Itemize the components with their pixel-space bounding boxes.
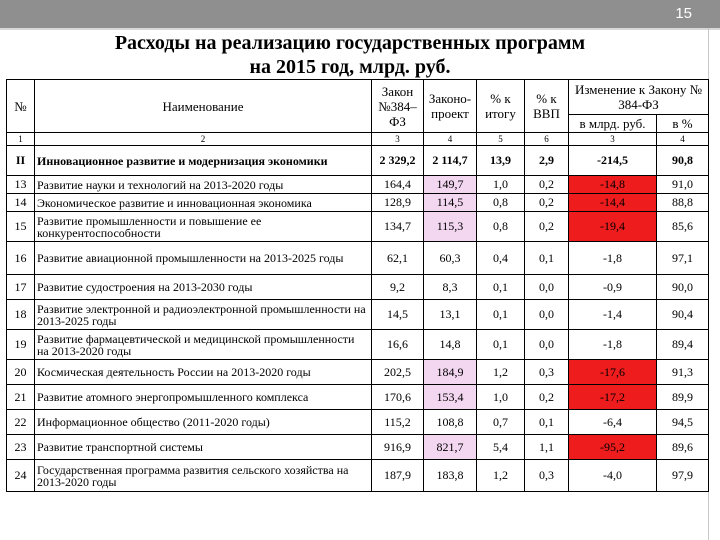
row-num: 20	[7, 360, 35, 385]
row-pct-gdp: 0,1	[525, 242, 569, 275]
row-pct-gdp: 2,9	[525, 146, 569, 176]
row-change-abs: -95,2	[569, 435, 657, 460]
row-draft: 183,8	[424, 460, 477, 492]
header-law: Закон №384–ФЗ	[372, 80, 424, 133]
row-draft: 115,3	[424, 212, 477, 242]
table-row	[7, 194, 709, 212]
row-name: Развитие авиационной промышленности на 2013-2025 годы	[35, 242, 372, 275]
table-row	[7, 275, 709, 300]
header-num: №	[7, 80, 35, 133]
table-row	[7, 360, 709, 385]
row-pct-gdp: 0,2	[525, 212, 569, 242]
index-cell: 4	[657, 133, 709, 146]
row-law: 16,6	[372, 330, 424, 360]
row-change-pct: 91,0	[657, 176, 709, 194]
row-law: 916,9	[372, 435, 424, 460]
row-change-abs: -14,8	[569, 176, 657, 194]
row-change-abs: -0,9	[569, 275, 657, 300]
row-law: 187,9	[372, 460, 424, 492]
row-num: 24	[7, 460, 35, 492]
row-law: 115,2	[372, 410, 424, 435]
row-change-pct: 91,3	[657, 360, 709, 385]
row-change-pct: 97,9	[657, 460, 709, 492]
header-name: Наименование	[35, 80, 372, 133]
row-change-abs: -17,6	[569, 360, 657, 385]
header-change-abs: в млрд. руб.	[569, 115, 657, 133]
row-pct-gdp: 1,1	[525, 435, 569, 460]
row-name: Развитие транспортной системы	[35, 435, 372, 460]
table-row	[7, 385, 709, 410]
row-num: 18	[7, 300, 35, 330]
row-num: 23	[7, 435, 35, 460]
row-draft: 114,5	[424, 194, 477, 212]
table-row	[7, 242, 709, 275]
header-change: Изменение к Закону № 384-ФЗ	[569, 80, 709, 115]
row-law: 2 329,2	[372, 146, 424, 176]
index-cell: 4	[424, 133, 477, 146]
row-change-pct: 89,4	[657, 330, 709, 360]
header-pct-total: % к итогу	[477, 80, 525, 133]
row-law: 164,4	[372, 176, 424, 194]
row-name: Космическая деятельность России на 2013-2020 годы	[35, 360, 372, 385]
row-change-pct: 89,9	[657, 385, 709, 410]
header-row	[7, 80, 709, 115]
table-body	[7, 146, 709, 492]
row-change-abs: -1,4	[569, 300, 657, 330]
row-num: 13	[7, 176, 35, 194]
row-law: 9,2	[372, 275, 424, 300]
row-law: 62,1	[372, 242, 424, 275]
row-change-pct: 94,5	[657, 410, 709, 435]
row-pct-total: 5,4	[477, 435, 525, 460]
row-change-pct: 89,6	[657, 435, 709, 460]
row-law: 202,5	[372, 360, 424, 385]
row-pct-gdp: 0,2	[525, 385, 569, 410]
row-name: Развитие промышленности и повышение ее конкурентоспособности	[35, 212, 372, 242]
row-law: 14,5	[372, 300, 424, 330]
row-pct-gdp: 0,1	[525, 410, 569, 435]
row-num: 17	[7, 275, 35, 300]
row-draft: 60,3	[424, 242, 477, 275]
top-divider	[0, 28, 720, 30]
page-number: 15	[675, 5, 692, 22]
row-pct-total: 0,8	[477, 194, 525, 212]
header-draft: Законо-проект	[424, 80, 477, 133]
row-num: 22	[7, 410, 35, 435]
row-change-abs: -6,4	[569, 410, 657, 435]
index-cell: 1	[7, 133, 35, 146]
row-pct-total: 0,7	[477, 410, 525, 435]
row-draft: 2 114,7	[424, 146, 477, 176]
row-change-pct: 90,4	[657, 300, 709, 330]
row-num: 15	[7, 212, 35, 242]
row-law: 134,7	[372, 212, 424, 242]
row-change-abs: -1,8	[569, 330, 657, 360]
row-change-abs: -4,0	[569, 460, 657, 492]
row-pct-gdp: 0,0	[525, 300, 569, 330]
row-change-abs: -1,8	[569, 242, 657, 275]
index-cell: 5	[477, 133, 525, 146]
row-pct-gdp: 0,2	[525, 176, 569, 194]
row-change-pct: 90,8	[657, 146, 709, 176]
table-row	[7, 460, 709, 492]
row-num: 21	[7, 385, 35, 410]
row-change-pct: 90,0	[657, 275, 709, 300]
row-law: 170,6	[372, 385, 424, 410]
row-name: Развитие судостроения на 2013-2030 годы	[35, 275, 372, 300]
row-pct-total: 13,9	[477, 146, 525, 176]
row-name: Инновационное развитие и модернизация экономики	[35, 146, 372, 176]
index-cell: 6	[525, 133, 569, 146]
slide-top-bar	[0, 0, 720, 28]
row-pct-gdp: 0,3	[525, 360, 569, 385]
header-change-pct: в %	[657, 115, 709, 133]
row-draft: 149,7	[424, 176, 477, 194]
title-line-1: Расходы на реализацию государственных программ	[114, 32, 586, 54]
row-pct-total: 0,1	[477, 275, 525, 300]
row-num: 16	[7, 242, 35, 275]
table-row	[7, 330, 709, 360]
row-name: Развитие науки и технологий на 2013-2020 годы	[35, 176, 372, 194]
table-row	[7, 176, 709, 194]
row-pct-gdp: 0,3	[525, 460, 569, 492]
slide-title	[40, 31, 660, 79]
row-pct-gdp: 0,0	[525, 330, 569, 360]
table-row	[7, 435, 709, 460]
row-draft: 153,4	[424, 385, 477, 410]
row-change-pct: 85,6	[657, 212, 709, 242]
row-num: 14	[7, 194, 35, 212]
index-row	[7, 133, 709, 146]
row-pct-total: 0,4	[477, 242, 525, 275]
row-pct-total: 0,8	[477, 212, 525, 242]
row-num: II	[7, 146, 35, 176]
table-row	[7, 300, 709, 330]
row-draft: 14,8	[424, 330, 477, 360]
row-pct-total: 1,2	[477, 360, 525, 385]
table-row	[7, 410, 709, 435]
index-cell: 3	[569, 133, 657, 146]
row-change-abs: -19,4	[569, 212, 657, 242]
row-draft: 8,3	[424, 275, 477, 300]
row-change-pct: 97,1	[657, 242, 709, 275]
row-name: Развитие фармацевтической и медицинской промышленности на 2013-2020 годы	[35, 330, 372, 360]
section-row	[7, 146, 709, 176]
row-pct-total: 1,0	[477, 385, 525, 410]
row-name: Развитие атомного энергопромышленного комплекса	[35, 385, 372, 410]
table-row	[7, 212, 709, 242]
row-draft: 108,8	[424, 410, 477, 435]
title-line-2: на 2015 год, млрд. руб.	[249, 56, 451, 78]
index-cell: 3	[372, 133, 424, 146]
row-change-pct: 88,8	[657, 194, 709, 212]
row-change-abs: -17,2	[569, 385, 657, 410]
row-pct-total: 0,1	[477, 330, 525, 360]
row-name: Экономическое развитие и инновационная экономика	[35, 194, 372, 212]
row-name: Государственная программа развития сельского хозяйства на 2013-2020 годы	[35, 460, 372, 492]
index-cell: 2	[35, 133, 372, 146]
row-pct-gdp: 0,0	[525, 275, 569, 300]
row-draft: 821,7	[424, 435, 477, 460]
row-change-abs: -214,5	[569, 146, 657, 176]
row-num: 19	[7, 330, 35, 360]
row-name: Развитие электронной и радиоэлектронной промышленности на 2013-2025 годы	[35, 300, 372, 330]
row-law: 128,9	[372, 194, 424, 212]
row-name: Информационное общество (2011-2020 годы)	[35, 410, 372, 435]
row-draft: 184,9	[424, 360, 477, 385]
row-pct-gdp: 0,2	[525, 194, 569, 212]
row-draft: 13,1	[424, 300, 477, 330]
row-pct-total: 0,1	[477, 300, 525, 330]
row-pct-total: 1,2	[477, 460, 525, 492]
expenditure-table	[6, 79, 709, 492]
row-pct-total: 1,0	[477, 176, 525, 194]
row-change-abs: -14,4	[569, 194, 657, 212]
header-pct-gdp: % к ВВП	[525, 80, 569, 133]
